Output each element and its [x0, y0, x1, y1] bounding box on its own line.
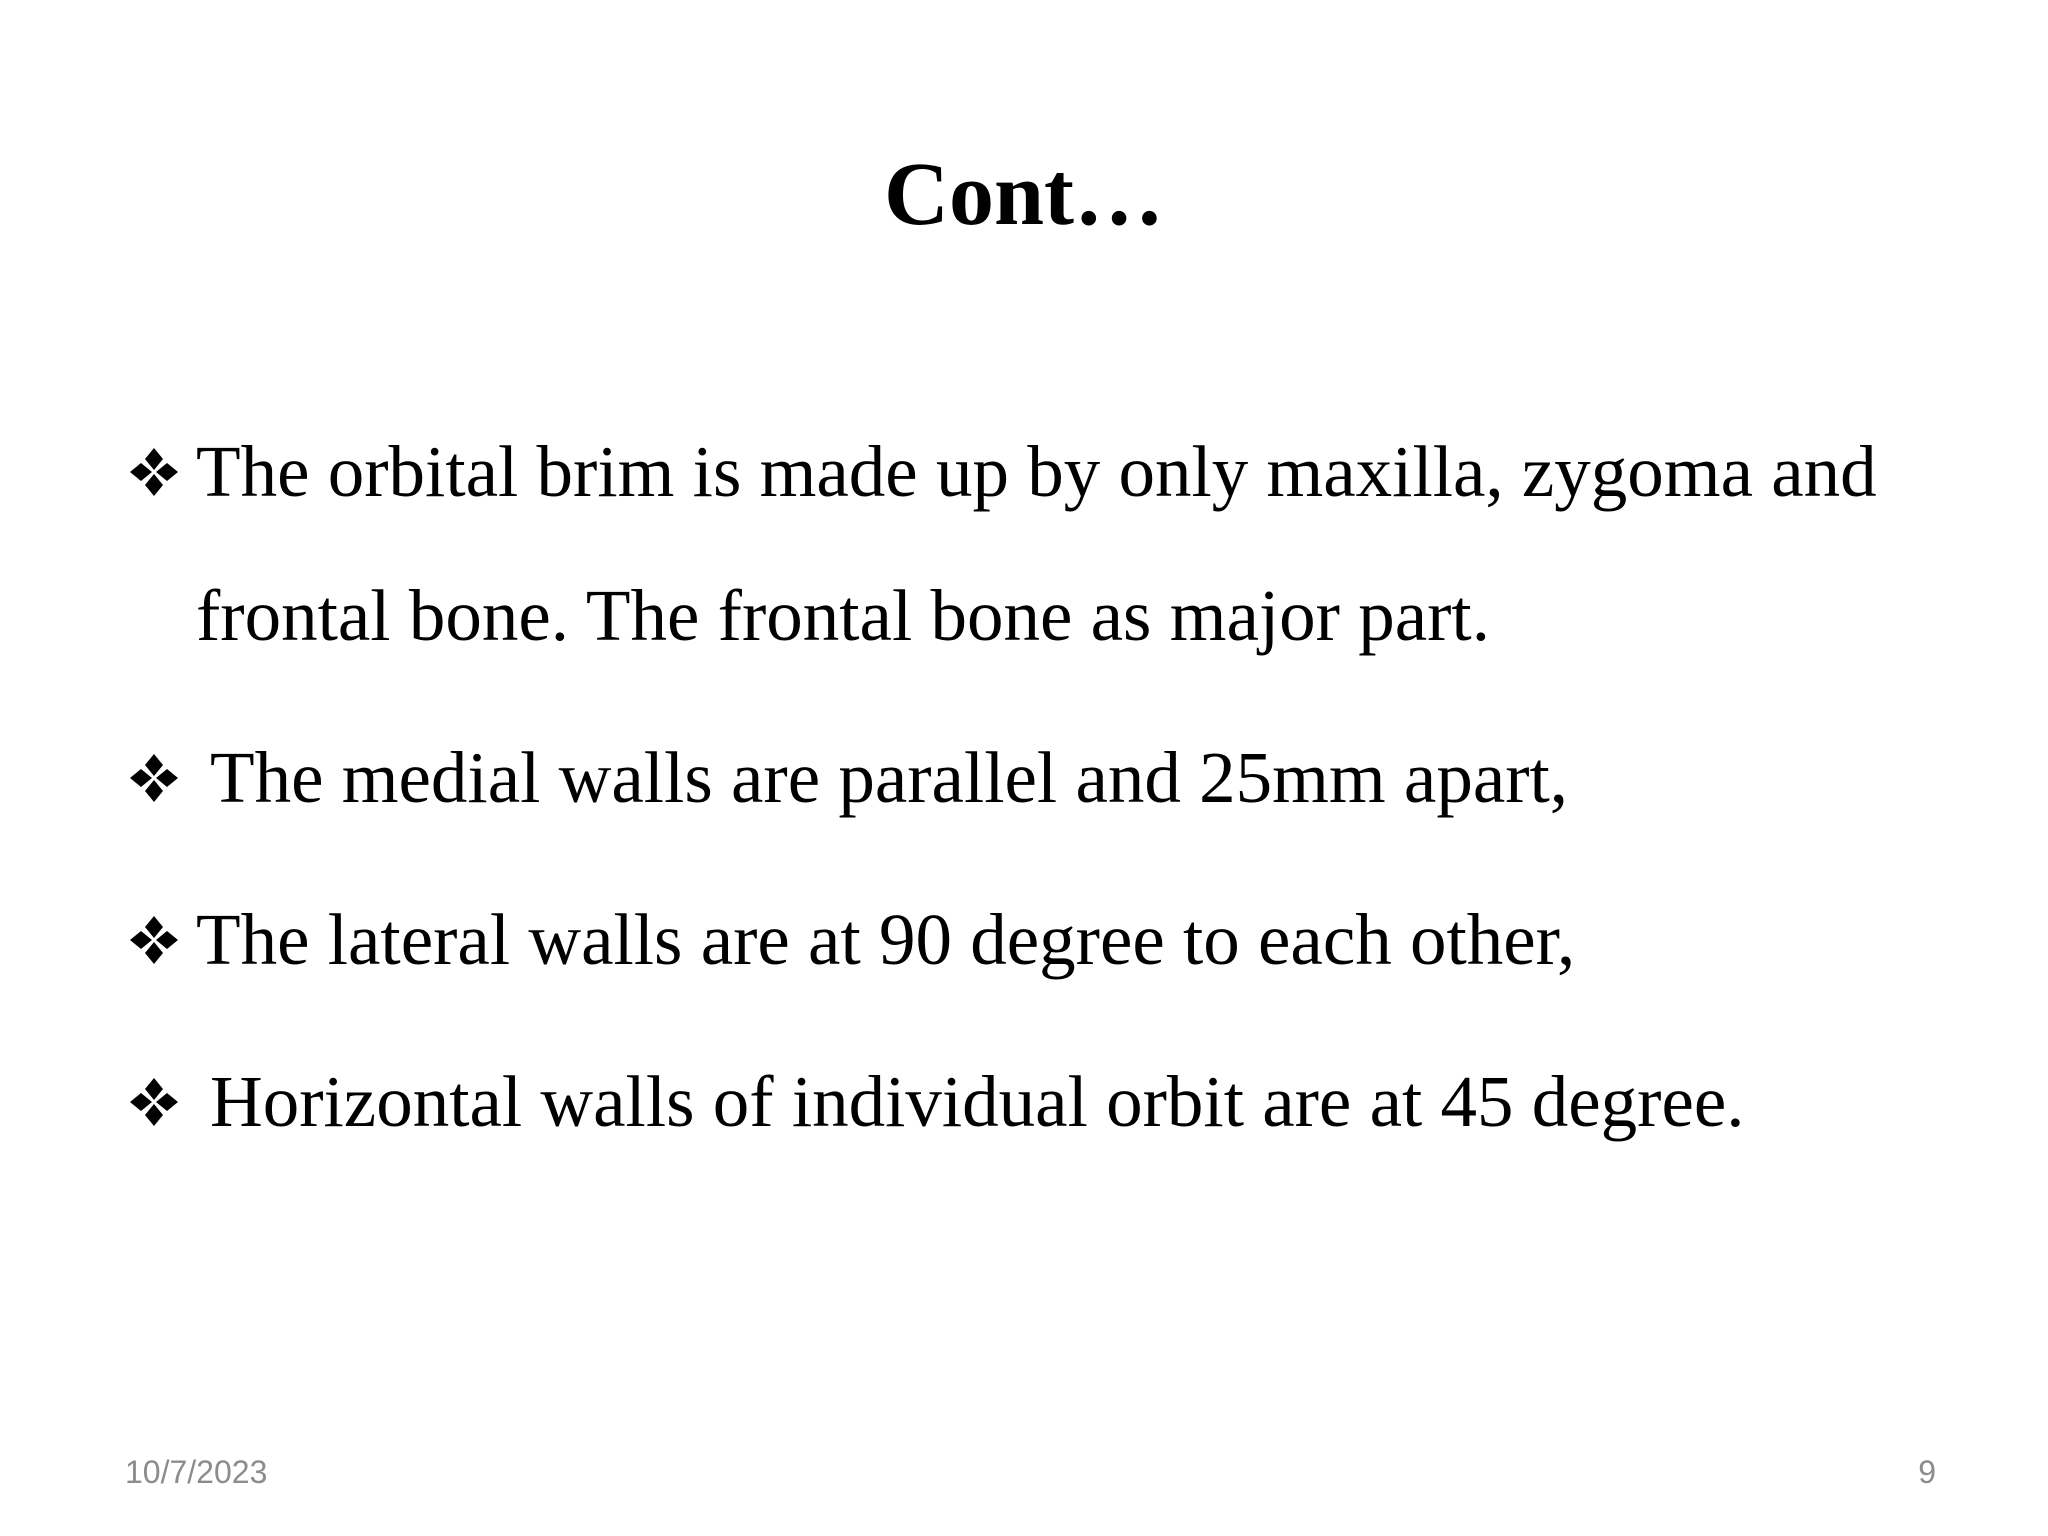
bullet-text: The lateral walls are at 90 degree to each other, — [196, 899, 1576, 980]
four-diamond-bullet-icon — [128, 868, 196, 1012]
footer-date: 10/7/2023 — [125, 1454, 268, 1490]
bullet-item — [128, 706, 1968, 850]
bullet-list — [128, 400, 1968, 1174]
bullet-text: Horizontal walls of individual orbit are at 45 degree. — [210, 1061, 1745, 1142]
bullet-item — [128, 400, 1968, 688]
slide-number: 9 — [1918, 1454, 1936, 1490]
bullet-item — [128, 1030, 1968, 1174]
bullet-text: The medial walls are parallel and 25mm apart, — [210, 737, 1569, 818]
four-diamond-bullet-icon — [128, 706, 196, 850]
slide-title: Cont… — [883, 145, 1165, 244]
bullet-text: The orbital brim is made up by only maxilla, zygoma and frontal bone. The frontal bone as major part. — [196, 431, 1877, 656]
four-diamond-bullet-icon — [128, 400, 196, 544]
four-diamond-bullet-icon — [128, 1030, 196, 1174]
bullet-item — [128, 868, 1968, 1012]
